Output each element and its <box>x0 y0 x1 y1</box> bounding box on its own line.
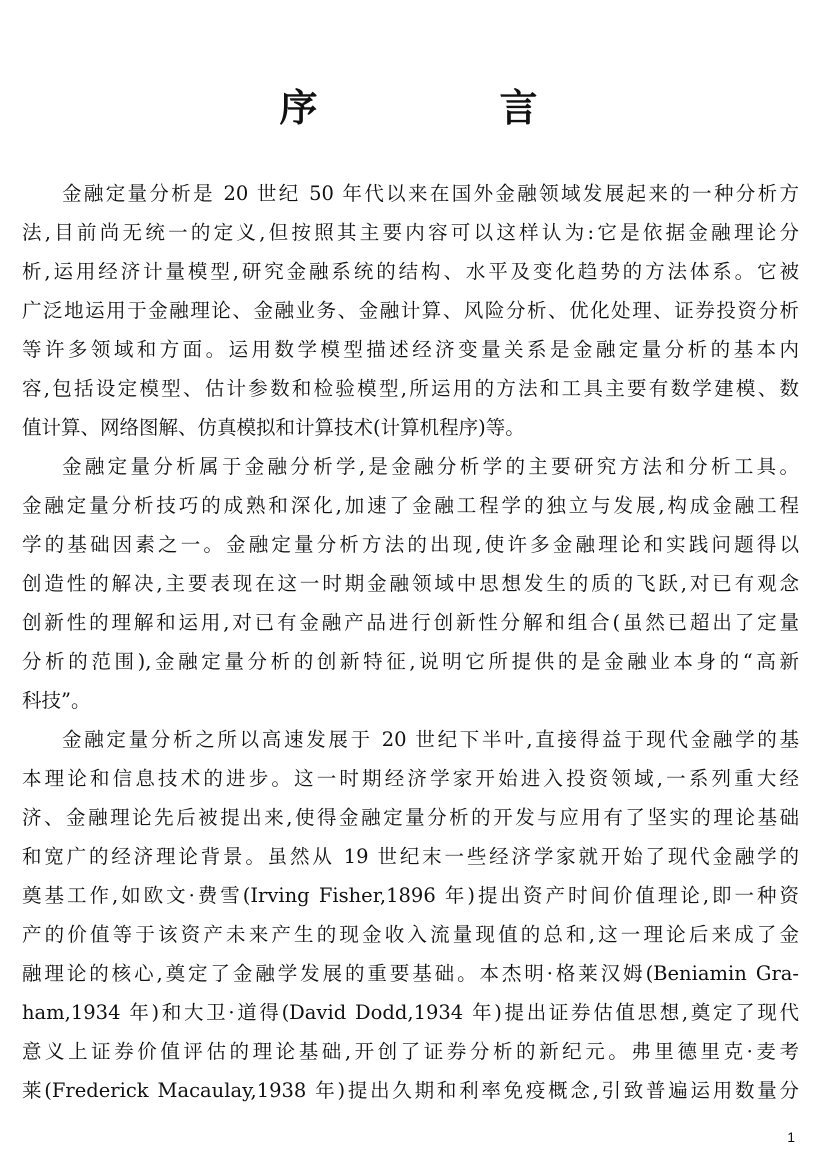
body-line-14: 科技”。 <box>22 689 91 712</box>
body-line-13: 分析的范围),金融定量分析的创新特征,说明它所提供的是金融业本身的“高新 <box>22 650 799 673</box>
body-line-20: 产的价值等于该资产未来产生的现金收入流量现值的总和,这一理论后来成了金 <box>22 923 799 946</box>
page-number: 1 <box>787 1129 795 1145</box>
body-line-10: 学的基础因素之一。金融定量分析方法的出现,使许多金融理论和实践问题得以 <box>22 533 799 556</box>
body-line-12: 创新性的理解和运用,对已有金融产品进行创新性分解和组合(虽然已超出了定量 <box>22 611 799 634</box>
body-line-9: 金融定量分析技巧的成熟和深化,加速了金融工程学的独立与发展,构成金融工程 <box>22 494 799 517</box>
body-line-24: 莱(Frederick Macaulay,1938 年)提出久期和利率免疫概念,引致普遍运用数量分 <box>22 1079 799 1102</box>
body-line-2: 法,目前尚无统一的定义,但按照其主要内容可以这样认为:它是依据金融理论分 <box>22 221 799 244</box>
body-line-21: 融理论的核心,奠定了金融学发展的重要基础。本杰明·格莱汉姆(Beniamin Gra- <box>22 962 799 985</box>
body-line-15: 金融定量分析之所以高速发展于 20 世纪下半叶,直接得益于现代金融学的基 <box>62 728 799 751</box>
body-line-17: 济、金融理论先后被提出来,使得金融定量分析的开发与应用有了坚实的理论基础 <box>22 806 799 829</box>
body-line-1: 金融定量分析是 20 世纪 50 年代以来在国外金融领域发展起来的一种分析方 <box>62 182 799 205</box>
body-line-4: 广泛地运用于金融理论、金融业务、金融计算、风险分析、优化处理、证券投资分析 <box>22 299 799 322</box>
body-line-18: 和宽广的经济理论背景。虽然从 19 世纪末一些经济学家就开始了现代金融学的 <box>22 845 799 868</box>
body-line-8: 金融定量分析属于金融分析学,是金融分析学的主要研究方法和分析工具。 <box>62 455 799 478</box>
body-line-16: 本理论和信息技术的进步。这一时期经济学家开始进入投资领域,一系列重大经 <box>22 767 799 790</box>
body-line-6: 容,包括设定模型、估计参数和检验模型,所运用的方法和工具主要有数学建模、数 <box>22 377 799 400</box>
body-line-11: 创造性的解决,主要表现在这一时期金融领域中思想发生的质的飞跃,对已有观念 <box>22 572 799 595</box>
body-line-3: 析,运用经济计量模型,研究金融系统的结构、水平及变化趋势的方法体系。它被 <box>22 260 799 283</box>
body-line-5: 等许多领域和方面。运用数学模型描述经济变量关系是金融定量分析的基本内 <box>22 338 799 361</box>
body-line-23: 意义上证券价值评估的理论基础,开创了证券分析的新纪元。弗里德里克·麦考 <box>22 1040 799 1063</box>
body-line-19: 奠基工作,如欧文·费雪(Irving Fisher,1896 年)提出资产时间价值理论,即一种资 <box>22 884 799 907</box>
body-line-22: ham,1934 年)和大卫·道得(David Dodd,1934 年)提出证券估值思想,奠定了现代 <box>22 1001 799 1024</box>
page-title: 序 言 <box>279 85 610 130</box>
body-line-7: 值计算、网络图解、仿真模拟和计算技术(计算机程序)等。 <box>22 416 525 439</box>
